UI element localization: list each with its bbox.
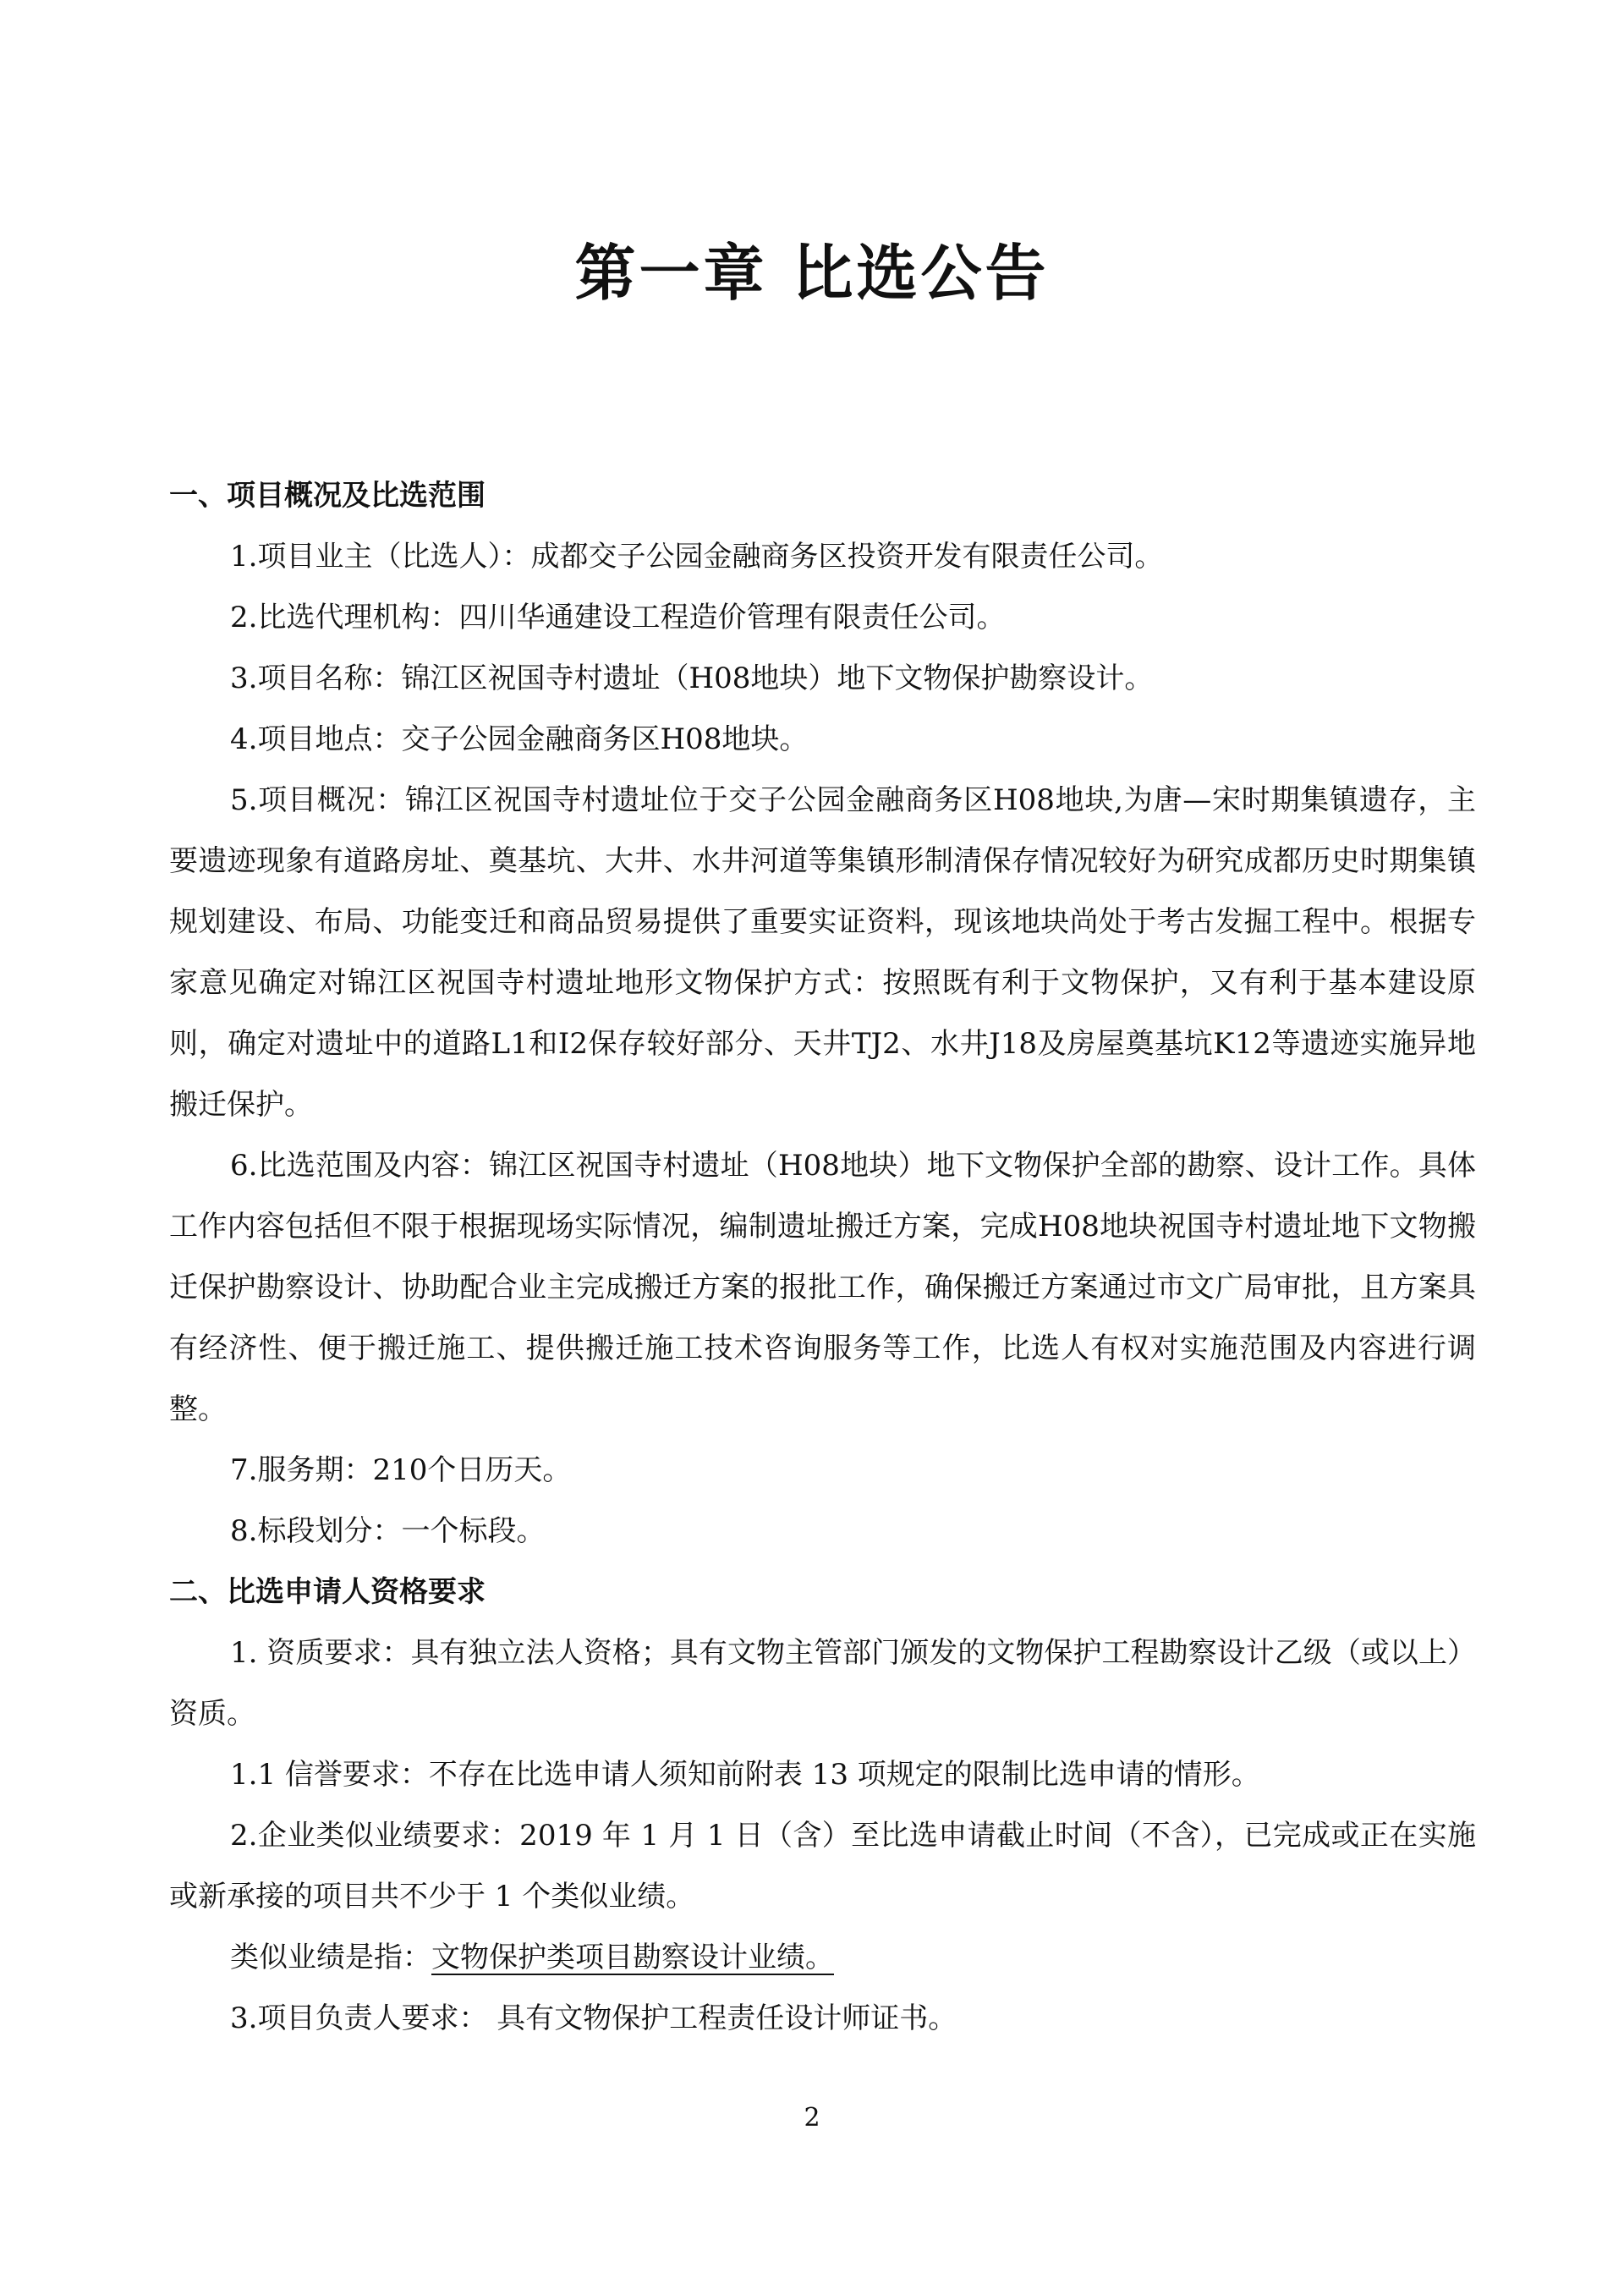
page-number: 2 [804, 2103, 820, 2133]
paragraph-lot-division: 8.标段划分：一个标段。 [230, 1514, 546, 1548]
paragraph-project-location: 4.项目地点：交子公园金融商务区H08地块。 [230, 722, 809, 756]
paragraph-project-owner: 1.项目业主（比选人）：成都交子公园金融商务区投资开发有限责任公司。 [230, 540, 1164, 574]
paragraph-project-overview: 5.项目概况：锦江区祝国寺村遗址位于交子公园金融商务区H08地块,为唐—宋时期集镇遗存，主要遗迹现象有道路房址、奠基坑、大井、水井河道等集镇形制清保存情况较好为研究成都历史时期集镇规划建设、布局、功能变迁和商品贸易提供了重要实证资料，现该地块尚处于考古发掘工程中。根据专家意见确定对锦江区祝国寺村遗址地形文物保护方式：按照既有利于文物保护，又有利于基本建设原则，确定对遗址中的道路L1和I2保存较好部分、天井TJ2、水井J18及房屋奠基坑K12等遗迹实施异地搬迁保护。 [169, 783, 1476, 1122]
paragraph-service-period: 7.服务期：210个日历天。 [230, 1453, 572, 1487]
document-body [169, 465, 1476, 2049]
similar-performance-value: 文物保护类项目勘察设计业绩。 [431, 1941, 834, 1974]
similar-performance-label: 类似业绩是指： [230, 1941, 431, 1974]
paragraph-qualification: 1. 资质要求：具有独立法人资格；具有文物主管部门颁发的文物保护工程勘察设计乙级（或以上）资质。 [169, 1636, 1476, 1731]
paragraph-scope: 6.比选范围及内容：锦江区祝国寺村遗址（H08地块）地下文物保护全部的勘察、设计工作。具体工作内容包括但不限于根据现场实际情况，编制遗址搬迁方案，完成H08地块祝国寺村遗址地下文物搬迁保护勘察设计、协助配合业主完成搬迁方案的报批工作，确保搬迁方案通过市文广局审批，且方案具有经济性、便于搬迁施工、提供搬迁施工技术咨询服务等工作，比选人有权对实施范围及内容进行调整。 [169, 1149, 1476, 1426]
chapter-title: 第一章 比选公告 [574, 238, 1050, 309]
paragraph-project-leader-requirement: 3.项目负责人要求： 具有文物保护工程责任设计师证书。 [230, 2001, 957, 2035]
paragraph-agency: 2.比选代理机构：四川华通建设工程造价管理有限责任公司。 [230, 601, 1006, 634]
paragraph-project-name: 3.项目名称：锦江区祝国寺村遗址（H08地块）地下文物保护勘察设计。 [230, 662, 1154, 695]
paragraph-similar-performance-requirement: 2.企业类似业绩要求：2019 年 1 月 1 日（含）至比选申请截止时间（不含），已完成或正在实施或新承接的项目共不少于 1 个类似业绩。 [169, 1819, 1476, 1913]
paragraph-similar-performance-definition [169, 1927, 1476, 1988]
section-heading-qualifications: 二、比选申请人资格要求 [169, 1575, 486, 1609]
paragraph-credit-requirement: 1.1 信誉要求：不存在比选申请人须知前附表 13 项规定的限制比选申请的情形。 [230, 1758, 1260, 1792]
section-heading-project-overview: 一、项目概况及比选范围 [169, 479, 486, 513]
